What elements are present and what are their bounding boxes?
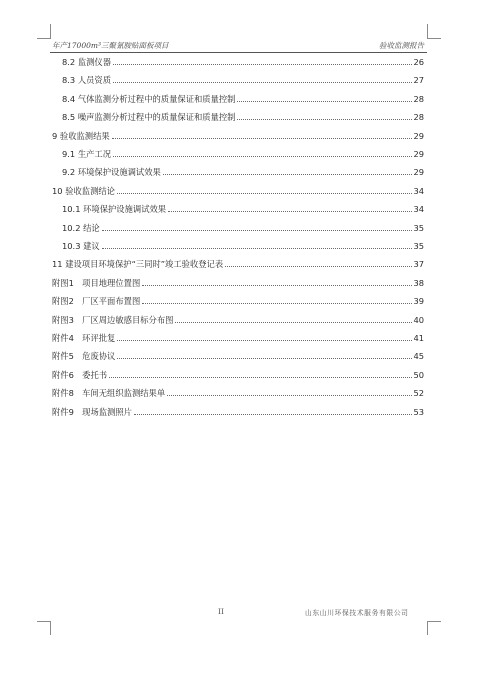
toc-entry-title: 8.3 人员资质 — [62, 75, 112, 86]
toc-dot-leader — [102, 248, 413, 249]
toc-entry[interactable] — [52, 348, 424, 362]
toc-entry[interactable] — [52, 201, 424, 215]
toc-entry[interactable] — [52, 385, 424, 399]
toc-entry-page: 38 — [413, 277, 424, 288]
toc-entry[interactable] — [52, 128, 424, 142]
toc-entry-title: 10.2 结论 — [62, 222, 100, 233]
toc-entry-title: 10.1 环境保护设施调试效果 — [62, 204, 167, 215]
toc-dot-leader — [117, 193, 412, 194]
toc-entry[interactable] — [52, 404, 424, 418]
toc-entry[interactable] — [52, 330, 424, 344]
toc-entry-page: 50 — [413, 369, 424, 380]
header-project-title: 年产17000m³三聚氰胺贴面板项目 — [52, 41, 169, 50]
toc-dot-leader — [117, 340, 412, 341]
toc-dot-leader — [142, 285, 412, 286]
toc-entry-title: 附件5 危废协议 — [52, 351, 116, 362]
toc-entry-page: 41 — [413, 333, 424, 343]
crop-mark-top-right-h — [427, 38, 441, 39]
toc-entry-title: 附件8 车间无组织监测结果单 — [52, 388, 166, 399]
toc-entry[interactable] — [52, 164, 424, 178]
toc-entry[interactable] — [52, 367, 424, 381]
toc-entry[interactable] — [52, 54, 424, 68]
toc-dot-leader — [142, 303, 412, 304]
toc-entry-page: 27 — [413, 75, 424, 86]
toc-entry[interactable] — [52, 109, 424, 123]
toc-entry-page: 29 — [413, 130, 424, 141]
toc-entry-title: 8.2 监测仪器 — [62, 57, 112, 67]
crop-mark-bottom-left-h — [37, 621, 51, 622]
crop-mark-bottom-right-h — [427, 621, 441, 622]
toc-entry-title: 附图2 厂区平面布置图 — [52, 296, 141, 307]
toc-entry-page: 29 — [413, 149, 424, 159]
toc-dot-leader — [113, 64, 412, 65]
toc-dot-leader — [175, 322, 412, 323]
crop-mark-top-right-v — [427, 24, 428, 38]
toc-dot-leader — [117, 358, 412, 359]
toc-entry-page: 40 — [413, 314, 424, 325]
crop-mark-top-left-h — [37, 38, 51, 39]
toc-entry[interactable] — [52, 256, 424, 270]
toc-entry-page: 28 — [413, 112, 424, 123]
toc-entry-page: 35 — [413, 241, 424, 251]
footer-company-name: 山东山川环保技术服务有限公司 — [305, 609, 409, 617]
toc-dot-leader — [112, 138, 413, 139]
toc-entry-title: 9.2 环境保护设施调试效果 — [62, 167, 161, 178]
crop-mark-bottom-left-v — [50, 621, 51, 635]
toc-entry-page: 45 — [413, 351, 424, 362]
toc-entry-page: 34 — [413, 204, 424, 215]
toc-dot-leader — [225, 266, 412, 267]
toc-dot-leader — [102, 230, 413, 231]
toc-entry[interactable] — [52, 146, 424, 160]
toc-entry-page: 37 — [413, 259, 424, 270]
toc-entry[interactable] — [52, 275, 424, 289]
toc-entry-title: 附件4 环评批复 — [52, 333, 116, 343]
crop-mark-bottom-right-v — [427, 621, 428, 635]
toc-dot-leader — [163, 174, 413, 175]
toc-entry-title: 10 验收监测结论 — [52, 185, 115, 196]
toc-dot-leader — [167, 395, 412, 396]
toc-entry[interactable] — [52, 220, 424, 234]
crop-mark-top-left-v — [50, 24, 51, 38]
toc-entry[interactable] — [52, 238, 424, 252]
toc-entry[interactable] — [52, 91, 424, 105]
toc-entry-title: 10.3 建议 — [62, 241, 100, 251]
footer-page-number: II — [218, 607, 224, 616]
toc-entry-title: 附图3 厂区周边敏感目标分布图 — [52, 314, 174, 325]
toc-entry-title: 附件6 委托书 — [52, 369, 108, 380]
toc-entry-page: 29 — [413, 167, 424, 178]
running-header — [50, 38, 427, 53]
toc-entry-title: 8.4 气体监测分析过程中的质量保证和质量控制 — [62, 93, 236, 104]
toc-entry-title: 8.5 噪声监测分析过程中的质量保证和质量控制 — [62, 112, 236, 123]
toc-dot-leader — [134, 414, 412, 415]
toc-entry[interactable] — [52, 72, 424, 86]
toc-entry-page: 52 — [413, 388, 424, 399]
toc-entry-page: 26 — [413, 57, 424, 67]
toc-entry-title: 附图1 项目地理位置图 — [52, 277, 141, 288]
toc-dot-leader — [168, 211, 412, 212]
toc-entry-title: 11 建设项目环境保护“三同时”竣工验收登记表 — [52, 259, 224, 270]
toc-entry[interactable] — [52, 293, 424, 307]
toc-entry[interactable] — [52, 312, 424, 326]
toc-entry-title: 9.1 生产工况 — [62, 149, 112, 159]
toc-entry-page: 53 — [413, 406, 424, 417]
toc-entry[interactable] — [52, 183, 424, 197]
toc-dot-leader — [113, 82, 412, 83]
toc-dot-leader — [237, 119, 412, 120]
toc-entry-title: 附件9 现场监测照片 — [52, 406, 132, 417]
toc-entry-page: 39 — [413, 296, 424, 307]
toc-dot-leader — [109, 377, 412, 378]
toc-entry-page: 28 — [413, 93, 424, 104]
toc-dot-leader — [237, 101, 412, 102]
header-report-type: 验收监测报告 — [379, 41, 424, 50]
toc-entry-page: 35 — [413, 222, 424, 233]
toc-entry-title: 9 验收监测结果 — [52, 130, 110, 141]
toc-entry-page: 34 — [413, 185, 424, 196]
toc-dot-leader — [113, 156, 412, 157]
